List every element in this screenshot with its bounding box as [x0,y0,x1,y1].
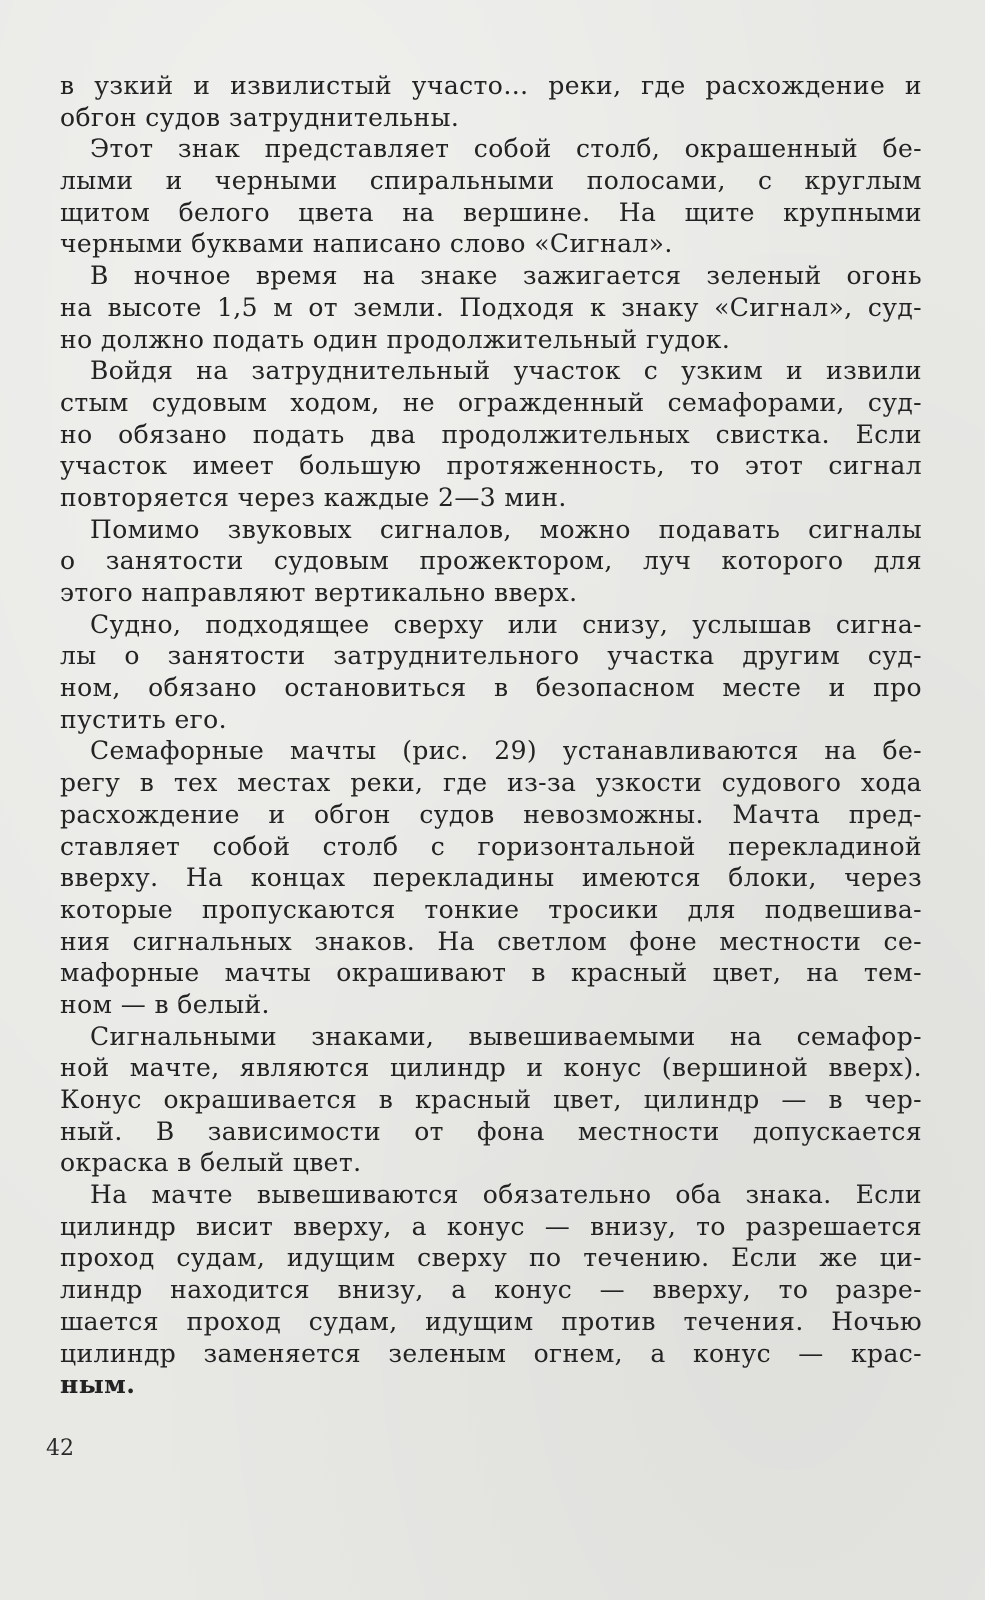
text-line: шается проход судам, идущим против течения. Ночью [60,1306,922,1336]
text-line: окраска в белый цвет. [60,1148,362,1178]
text-line: Судно, подходящее сверху или снизу, услышав сигна- [90,609,922,639]
text-line: Этот знак представляет собой столб, окрашенный бе- [90,134,922,164]
text-line: Конус окрашивается в красный цвет, цилиндр — в чер- [60,1085,922,1114]
text-line: пустить его. [60,704,227,734]
text-line: вверху. На концах перекладины имеются блоки, через [60,863,922,893]
text-line: в узкий и извилистый участо… реки, где расхождение и [60,71,922,100]
text-line: Сигнальными знаками, вывешиваемыми на семафор- [90,1021,922,1051]
text-line: расхождение и обгон судов невозможны. Мачта пред- [60,799,922,829]
text-line: ной мачте, являются цилиндр и конус (вершиной вверх). [60,1053,922,1083]
text-line: регу в тех местах реки, где из-за узкости судового хода [60,768,922,798]
text-line: проход судам, идущим сверху по течению. Если же ци- [60,1243,922,1273]
text-line: Помимо звуковых сигналов, можно подавать сигналы [90,514,922,544]
text-line: на высоте 1,5 м от земли. Подходя к знаку «Сигнал», суд- [60,292,922,322]
text-line: участок имеет большую протяженность, то этот сигнал [60,451,922,481]
body-text [60,70,922,1401]
text-line: стым судовым ходом, не огражденный семафорами, суд- [60,387,922,417]
text-line: повторяется через каждые 2—3 мин. [60,482,567,512]
text-line: но обязано подать два продолжительных свистка. Если [60,419,922,449]
text-line: Семафорные мачты (рис. 29) устанавливаются на бе- [90,736,922,766]
text-line: мафорные мачты окрашивают в красный цвет, на тем- [60,958,922,988]
text-line: цилиндр заменяется зеленым огнем, а конус — крас- [60,1338,922,1368]
text-line: но должно подать один продолжительный гудок. [60,324,731,354]
text-line: лы о занятости затруднительного участка другим суд- [60,641,922,671]
text-line: этого направляют вертикально вверх. [60,578,578,607]
page-number: 42 [46,1436,74,1461]
text-line: линдр находится внизу, а конус — вверху, то разре- [60,1275,922,1305]
text-line: цилиндр висит вверху, а конус — внизу, то разрешается [60,1211,922,1241]
text-line: ном — в белый. [60,989,270,1019]
text-line: На мачте вывешиваются обязательно оба знака. Если [90,1180,922,1210]
text-line: ния сигнальных знаков. На светлом фоне местности се- [60,926,922,956]
text-line: В ночное время на знаке зажигается зеленый огонь [90,261,922,291]
text-line: ставляет собой столб с горизонтальной перекладиной [60,831,922,861]
text-line: Войдя на затруднительный участок с узким и извили [90,356,922,386]
text-line: ный. В зависимости от фона местности допускается [60,1116,922,1146]
text-line: лыми и черными спиральными полосами, с круглым [60,166,922,196]
text-line: щитом белого цвета на вершине. На щите крупными [60,197,922,227]
text-line: о занятости судовым прожектором, луч которого для [60,546,922,576]
text-line: ном, обязано остановиться в безопасном месте и про [60,673,922,703]
text-line: ным. [60,1370,136,1400]
text-line: обгон судов затруднительны. [60,102,460,132]
text-line: которые пропускаются тонкие тросики для подвешива- [60,894,922,924]
text-line: черными буквами написано слово «Сигнал». [60,229,673,259]
